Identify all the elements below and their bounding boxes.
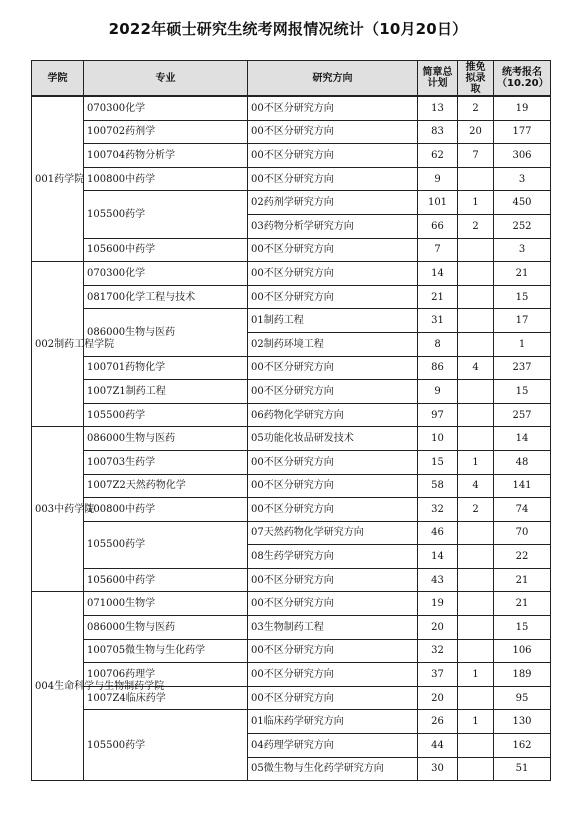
plan-cell: 26 [418,710,458,734]
header-direction: 研究方向 [248,61,418,97]
header-row [32,61,551,97]
exempt-cell [458,285,494,309]
plan-cell: 9 [418,167,458,191]
direction-cell: 00不区分研究方向 [248,238,418,262]
registered-cell: 257 [494,403,551,427]
major-cell: 081700化学工程与技术 [84,285,248,309]
plan-cell: 19 [418,592,458,616]
exempt-cell: 4 [458,356,494,380]
plan-cell: 86 [418,356,458,380]
table-row [32,309,551,333]
registered-cell: 306 [494,144,551,168]
plan-cell: 43 [418,568,458,592]
major-cell: 071000生物学 [84,592,248,616]
direction-cell: 00不区分研究方向 [248,474,418,498]
major-cell: 100703生药学 [84,450,248,474]
major-cell: 105500药学 [84,403,248,427]
exempt-cell [458,616,494,640]
enrollment-table [31,60,551,781]
exempt-cell [458,332,494,356]
exempt-cell: 1 [458,710,494,734]
major-cell: 100705微生物与生化药学 [84,639,248,663]
table-header [32,61,551,97]
major-cell: 105600中药学 [84,568,248,592]
plan-cell: 97 [418,403,458,427]
major-cell: 1007Z4临床药学 [84,686,248,710]
direction-cell: 00不区分研究方向 [248,356,418,380]
table-row [32,498,551,522]
table-row [32,238,551,262]
direction-cell: 00不区分研究方向 [248,568,418,592]
registered-cell: 106 [494,639,551,663]
exempt-cell [458,427,494,451]
school-cell: 002制药工程学院 [32,262,84,427]
plan-cell: 32 [418,498,458,522]
plan-cell: 20 [418,686,458,710]
major-cell: 100701药物化学 [84,356,248,380]
table-row [32,521,551,545]
plan-cell: 30 [418,757,458,781]
direction-cell: 00不区分研究方向 [248,167,418,191]
direction-cell: 00不区分研究方向 [248,380,418,404]
table-row [32,380,551,404]
direction-cell: 01制药工程 [248,309,418,333]
table-row [32,616,551,640]
registered-cell: 177 [494,120,551,144]
registered-cell: 15 [494,380,551,404]
direction-cell: 05功能化妆品研发技术 [248,427,418,451]
exempt-cell: 2 [458,498,494,522]
registered-cell: 162 [494,734,551,758]
direction-cell: 08生药学研究方向 [248,545,418,569]
registered-cell: 48 [494,450,551,474]
plan-cell: 37 [418,663,458,687]
exempt-cell [458,380,494,404]
plan-cell: 9 [418,380,458,404]
registered-cell: 189 [494,663,551,687]
registered-cell: 70 [494,521,551,545]
exempt-cell [458,757,494,781]
registered-cell: 95 [494,686,551,710]
plan-cell: 8 [418,332,458,356]
direction-cell: 00不区分研究方向 [248,450,418,474]
direction-cell: 00不区分研究方向 [248,639,418,663]
major-cell: 105500药学 [84,191,248,238]
major-cell: 105600中药学 [84,238,248,262]
plan-cell: 20 [418,616,458,640]
school-cell: 003中药学院 [32,427,84,592]
exempt-cell: 1 [458,191,494,215]
direction-cell: 06药物化学研究方向 [248,403,418,427]
table-row [32,285,551,309]
registered-cell: 3 [494,238,551,262]
registered-cell: 450 [494,191,551,215]
exempt-cell [458,167,494,191]
exempt-cell [458,734,494,758]
exempt-cell [458,309,494,333]
plan-cell: 58 [418,474,458,498]
table-row [32,191,551,215]
table-row [32,96,551,120]
registered-cell: 15 [494,616,551,640]
major-cell: 086000生物与医药 [84,309,248,356]
school-cell: 001药学院 [32,96,84,262]
plan-cell: 14 [418,262,458,286]
major-cell: 086000生物与医药 [84,427,248,451]
registered-cell: 237 [494,356,551,380]
table-row [32,710,551,734]
major-cell: 1007Z1制药工程 [84,380,248,404]
exempt-cell: 2 [458,96,494,120]
plan-cell: 46 [418,521,458,545]
direction-cell: 00不区分研究方向 [248,663,418,687]
major-cell: 086000生物与医药 [84,616,248,640]
plan-cell: 101 [418,191,458,215]
table-row [32,568,551,592]
registered-cell: 19 [494,96,551,120]
major-cell: 100704药物分析学 [84,144,248,168]
exempt-cell [458,238,494,262]
exempt-cell: 7 [458,144,494,168]
major-cell: 070300化学 [84,262,248,286]
direction-cell: 04药理学研究方向 [248,734,418,758]
registered-cell: 21 [494,262,551,286]
registered-cell: 74 [494,498,551,522]
major-cell: 105500药学 [84,521,248,568]
exempt-cell [458,568,494,592]
registered-cell: 17 [494,309,551,333]
direction-cell: 03生物制药工程 [248,616,418,640]
registered-cell: 22 [494,545,551,569]
exempt-cell: 1 [458,450,494,474]
registered-cell: 130 [494,710,551,734]
plan-cell: 15 [418,450,458,474]
exempt-cell [458,521,494,545]
direction-cell: 02制药环境工程 [248,332,418,356]
direction-cell: 00不区分研究方向 [248,686,418,710]
direction-cell: 00不区分研究方向 [248,144,418,168]
table-body [32,96,551,781]
major-cell: 100800中药学 [84,498,248,522]
direction-cell: 00不区分研究方向 [248,120,418,144]
plan-cell: 44 [418,734,458,758]
exempt-cell: 2 [458,214,494,238]
direction-cell: 00不区分研究方向 [248,262,418,286]
plan-cell: 83 [418,120,458,144]
direction-cell: 02药剂学研究方向 [248,191,418,215]
registered-cell: 1 [494,332,551,356]
exempt-cell [458,403,494,427]
plan-cell: 32 [418,639,458,663]
exempt-cell [458,262,494,286]
registered-cell: 21 [494,592,551,616]
major-cell: 105500药学 [84,710,248,781]
direction-cell: 00不区分研究方向 [248,96,418,120]
table-row [32,403,551,427]
header-registered: 统考报名（10.20） [494,61,551,97]
table-row [32,120,551,144]
registered-cell: 141 [494,474,551,498]
table-row [32,144,551,168]
plan-cell: 13 [418,96,458,120]
plan-cell: 66 [418,214,458,238]
direction-cell: 00不区分研究方向 [248,285,418,309]
plan-cell: 21 [418,285,458,309]
major-cell: 100702药剂学 [84,120,248,144]
table-row [32,450,551,474]
header-major: 专业 [84,61,248,97]
registered-cell: 51 [494,757,551,781]
exempt-cell: 4 [458,474,494,498]
major-cell: 1007Z2天然药物化学 [84,474,248,498]
plan-cell: 62 [418,144,458,168]
direction-cell: 07天然药物化学研究方向 [248,521,418,545]
table-row [32,167,551,191]
table-row [32,427,551,451]
exempt-cell [458,686,494,710]
exempt-cell [458,592,494,616]
table-row [32,639,551,663]
table-row [32,262,551,286]
header-school: 学院 [32,61,84,97]
registered-cell: 252 [494,214,551,238]
direction-cell: 00不区分研究方向 [248,592,418,616]
direction-cell: 00不区分研究方向 [248,498,418,522]
header-exempt: 推免拟录取 [458,61,494,97]
major-cell: 100706药理学 [84,663,248,687]
registered-cell: 15 [494,285,551,309]
school-cell: 004生命科学与生物制药学院 [32,592,84,781]
plan-cell: 14 [418,545,458,569]
direction-cell: 03药物分析学研究方向 [248,214,418,238]
table-row [32,592,551,616]
table-row [32,474,551,498]
direction-cell: 01临床药学研究方向 [248,710,418,734]
exempt-cell [458,639,494,663]
exempt-cell: 1 [458,663,494,687]
registered-cell: 3 [494,167,551,191]
exempt-cell: 20 [458,120,494,144]
exempt-cell [458,545,494,569]
registered-cell: 21 [494,568,551,592]
table-row [32,356,551,380]
direction-cell: 05微生物与生化药学研究方向 [248,757,418,781]
header-plan: 简章总计划 [418,61,458,97]
plan-cell: 31 [418,309,458,333]
plan-cell: 7 [418,238,458,262]
registered-cell: 14 [494,427,551,451]
major-cell: 100800中药学 [84,167,248,191]
major-cell: 070300化学 [84,96,248,120]
plan-cell: 10 [418,427,458,451]
page-title: 2022年硕士研究生统考网报情况统计（10月20日） [108,20,468,38]
